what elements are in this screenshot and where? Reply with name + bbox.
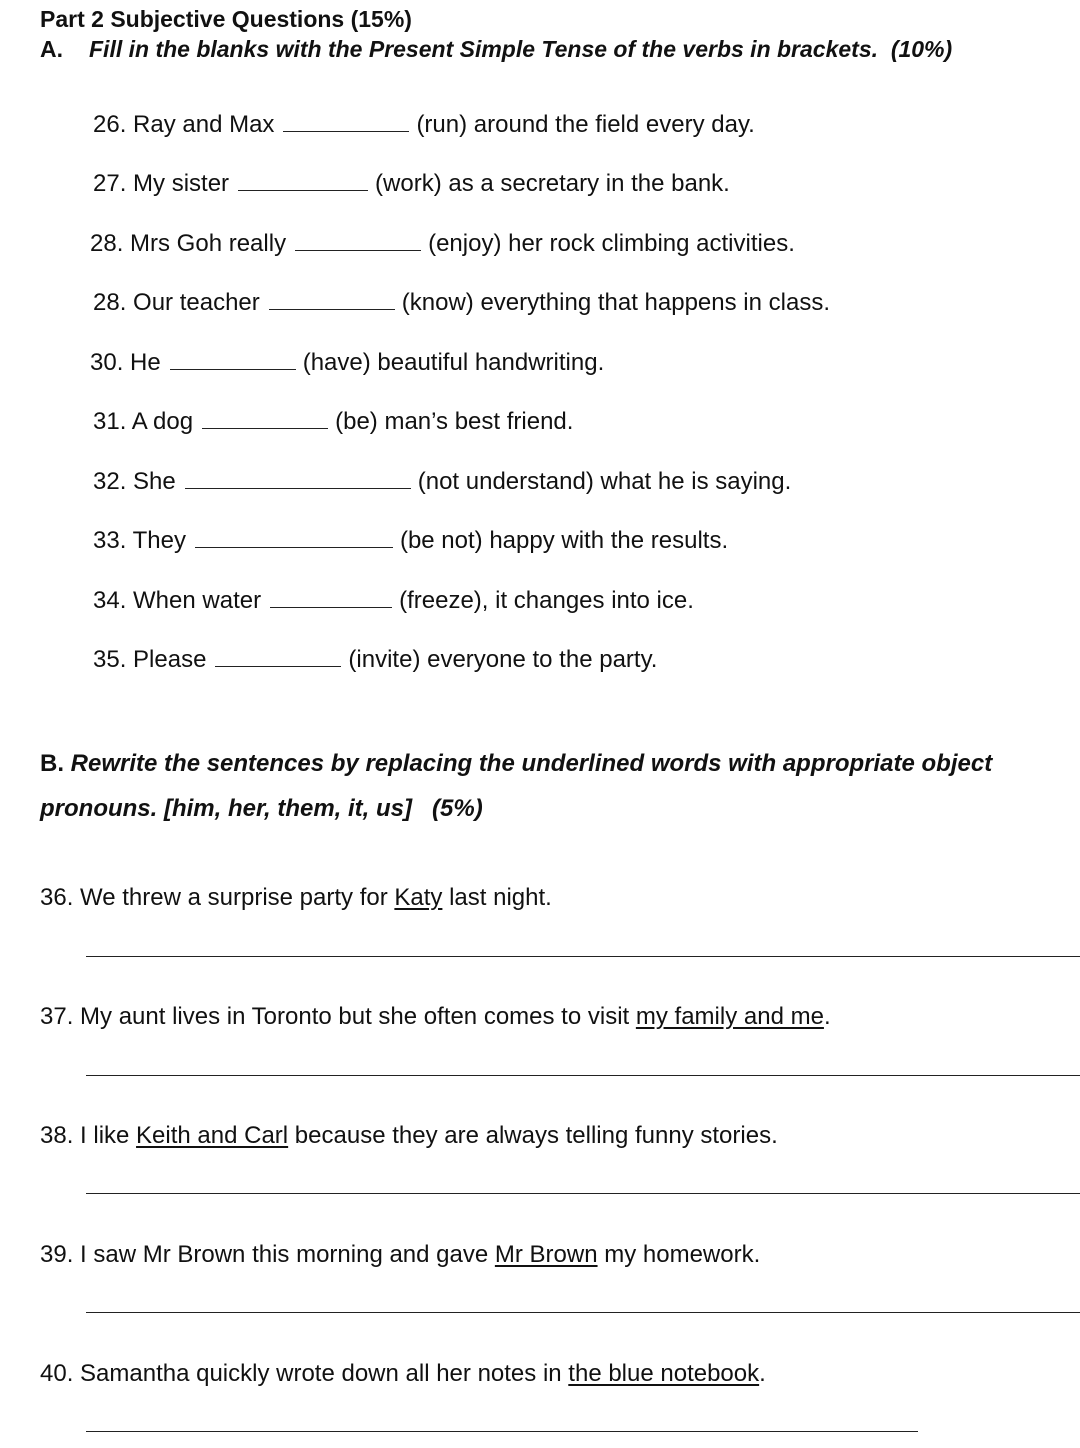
section-a-heading	[40, 36, 952, 63]
question-rest: (know) everything that happens in class.	[401, 289, 830, 316]
question-stem: 35. Please	[93, 646, 207, 673]
answer-line[interactable]	[86, 956, 1080, 957]
question-29	[93, 289, 830, 317]
question-stem: 37. My aunt lives in Toronto but she often comes to visit	[40, 1003, 636, 1030]
question-rest: (freeze), it changes into ice.	[399, 587, 694, 614]
answer-line[interactable]	[86, 1193, 1080, 1194]
question-rest: (be) man’s best friend.	[335, 408, 574, 435]
question-rest: (have) beautiful handwriting.	[302, 349, 605, 376]
section-b-heading	[40, 750, 992, 778]
question-rest: (not understand) what he is saying.	[417, 468, 792, 495]
question-stem: 28. Mrs Goh really	[90, 230, 287, 257]
answer-blank[interactable]	[195, 527, 393, 548]
question-rest: last night.	[442, 884, 552, 911]
question-27	[93, 170, 730, 198]
question-rest: (run) around the field every day.	[416, 111, 755, 138]
answer-blank[interactable]	[170, 349, 296, 370]
question-40	[40, 1360, 766, 1388]
underlined-words: Katy	[394, 884, 443, 911]
question-39	[40, 1241, 760, 1269]
answer-line[interactable]	[86, 1075, 1080, 1076]
answer-blank[interactable]	[283, 111, 409, 132]
question-stem: 31. A dog	[93, 408, 194, 435]
answer-line[interactable]	[86, 1431, 918, 1432]
question-stem: 27. My sister	[93, 170, 230, 197]
question-stem: 40. Samantha quickly wrote down all her notes in	[40, 1360, 569, 1387]
section-a-weight: (10%)	[890, 36, 953, 62]
section-b-heading-line2	[40, 795, 483, 823]
question-35	[93, 646, 657, 674]
section-a-label: A.	[40, 36, 63, 62]
question-stem: 32. She	[93, 468, 176, 495]
question-rest: (work) as a secretary in the bank.	[375, 170, 730, 197]
question-37	[40, 1003, 831, 1031]
answer-blank[interactable]	[215, 646, 341, 667]
question-stem: 39. I saw Mr Brown this morning and gave	[40, 1241, 495, 1268]
question-33	[93, 527, 728, 555]
section-a-instruction: Fill in the blanks with the Present Simple Tense of the verbs in brackets.	[89, 36, 879, 62]
section-b-instruction-line2: pronouns. [him, her, them, it, us]	[40, 795, 413, 822]
underlined-words: my family and me	[635, 1003, 824, 1030]
question-38	[40, 1122, 778, 1150]
question-30	[90, 349, 604, 377]
answer-line[interactable]	[86, 1312, 1080, 1313]
question-rest: (enjoy) her rock climbing activities.	[428, 230, 795, 257]
section-b-label: B.	[40, 750, 64, 777]
question-rest: .	[823, 1003, 831, 1030]
question-stem: 33. They	[93, 527, 186, 554]
question-stem: 30. He	[90, 349, 161, 376]
underlined-words: Mr Brown	[494, 1241, 598, 1268]
question-stem: 38. I like	[40, 1122, 137, 1149]
question-28	[90, 230, 795, 258]
section-b-instruction-line1: Rewrite the sentences by replacing the underlined words with appropriate object	[70, 750, 993, 777]
underlined-words: Keith and Carl	[136, 1122, 289, 1149]
question-stem: 28. Our teacher	[93, 289, 260, 316]
answer-blank[interactable]	[270, 587, 392, 608]
answer-blank[interactable]	[202, 408, 328, 429]
question-rest: .	[759, 1360, 766, 1387]
question-26	[93, 111, 755, 139]
answer-blank[interactable]	[185, 468, 411, 489]
underlined-words: the blue notebook	[568, 1360, 760, 1387]
question-31	[93, 408, 573, 436]
question-rest: my homework.	[597, 1241, 761, 1268]
question-rest: because they are always telling funny stories.	[288, 1122, 778, 1149]
question-32	[93, 468, 791, 496]
question-34	[93, 587, 694, 615]
section-b-weight: (5%)	[432, 795, 483, 822]
question-stem: 26. Ray and Max	[93, 111, 275, 138]
part-title: Part 2 Subjective Questions (15%)	[40, 6, 412, 32]
question-stem: 36. We threw a surprise party for	[40, 884, 395, 911]
question-36	[40, 884, 552, 912]
question-stem: 34. When water	[93, 587, 262, 614]
question-rest: (be not) happy with the results.	[399, 527, 729, 554]
answer-blank[interactable]	[238, 170, 368, 191]
answer-blank[interactable]	[295, 230, 421, 251]
answer-blank[interactable]	[269, 289, 395, 310]
question-rest: (invite) everyone to the party.	[348, 646, 658, 673]
